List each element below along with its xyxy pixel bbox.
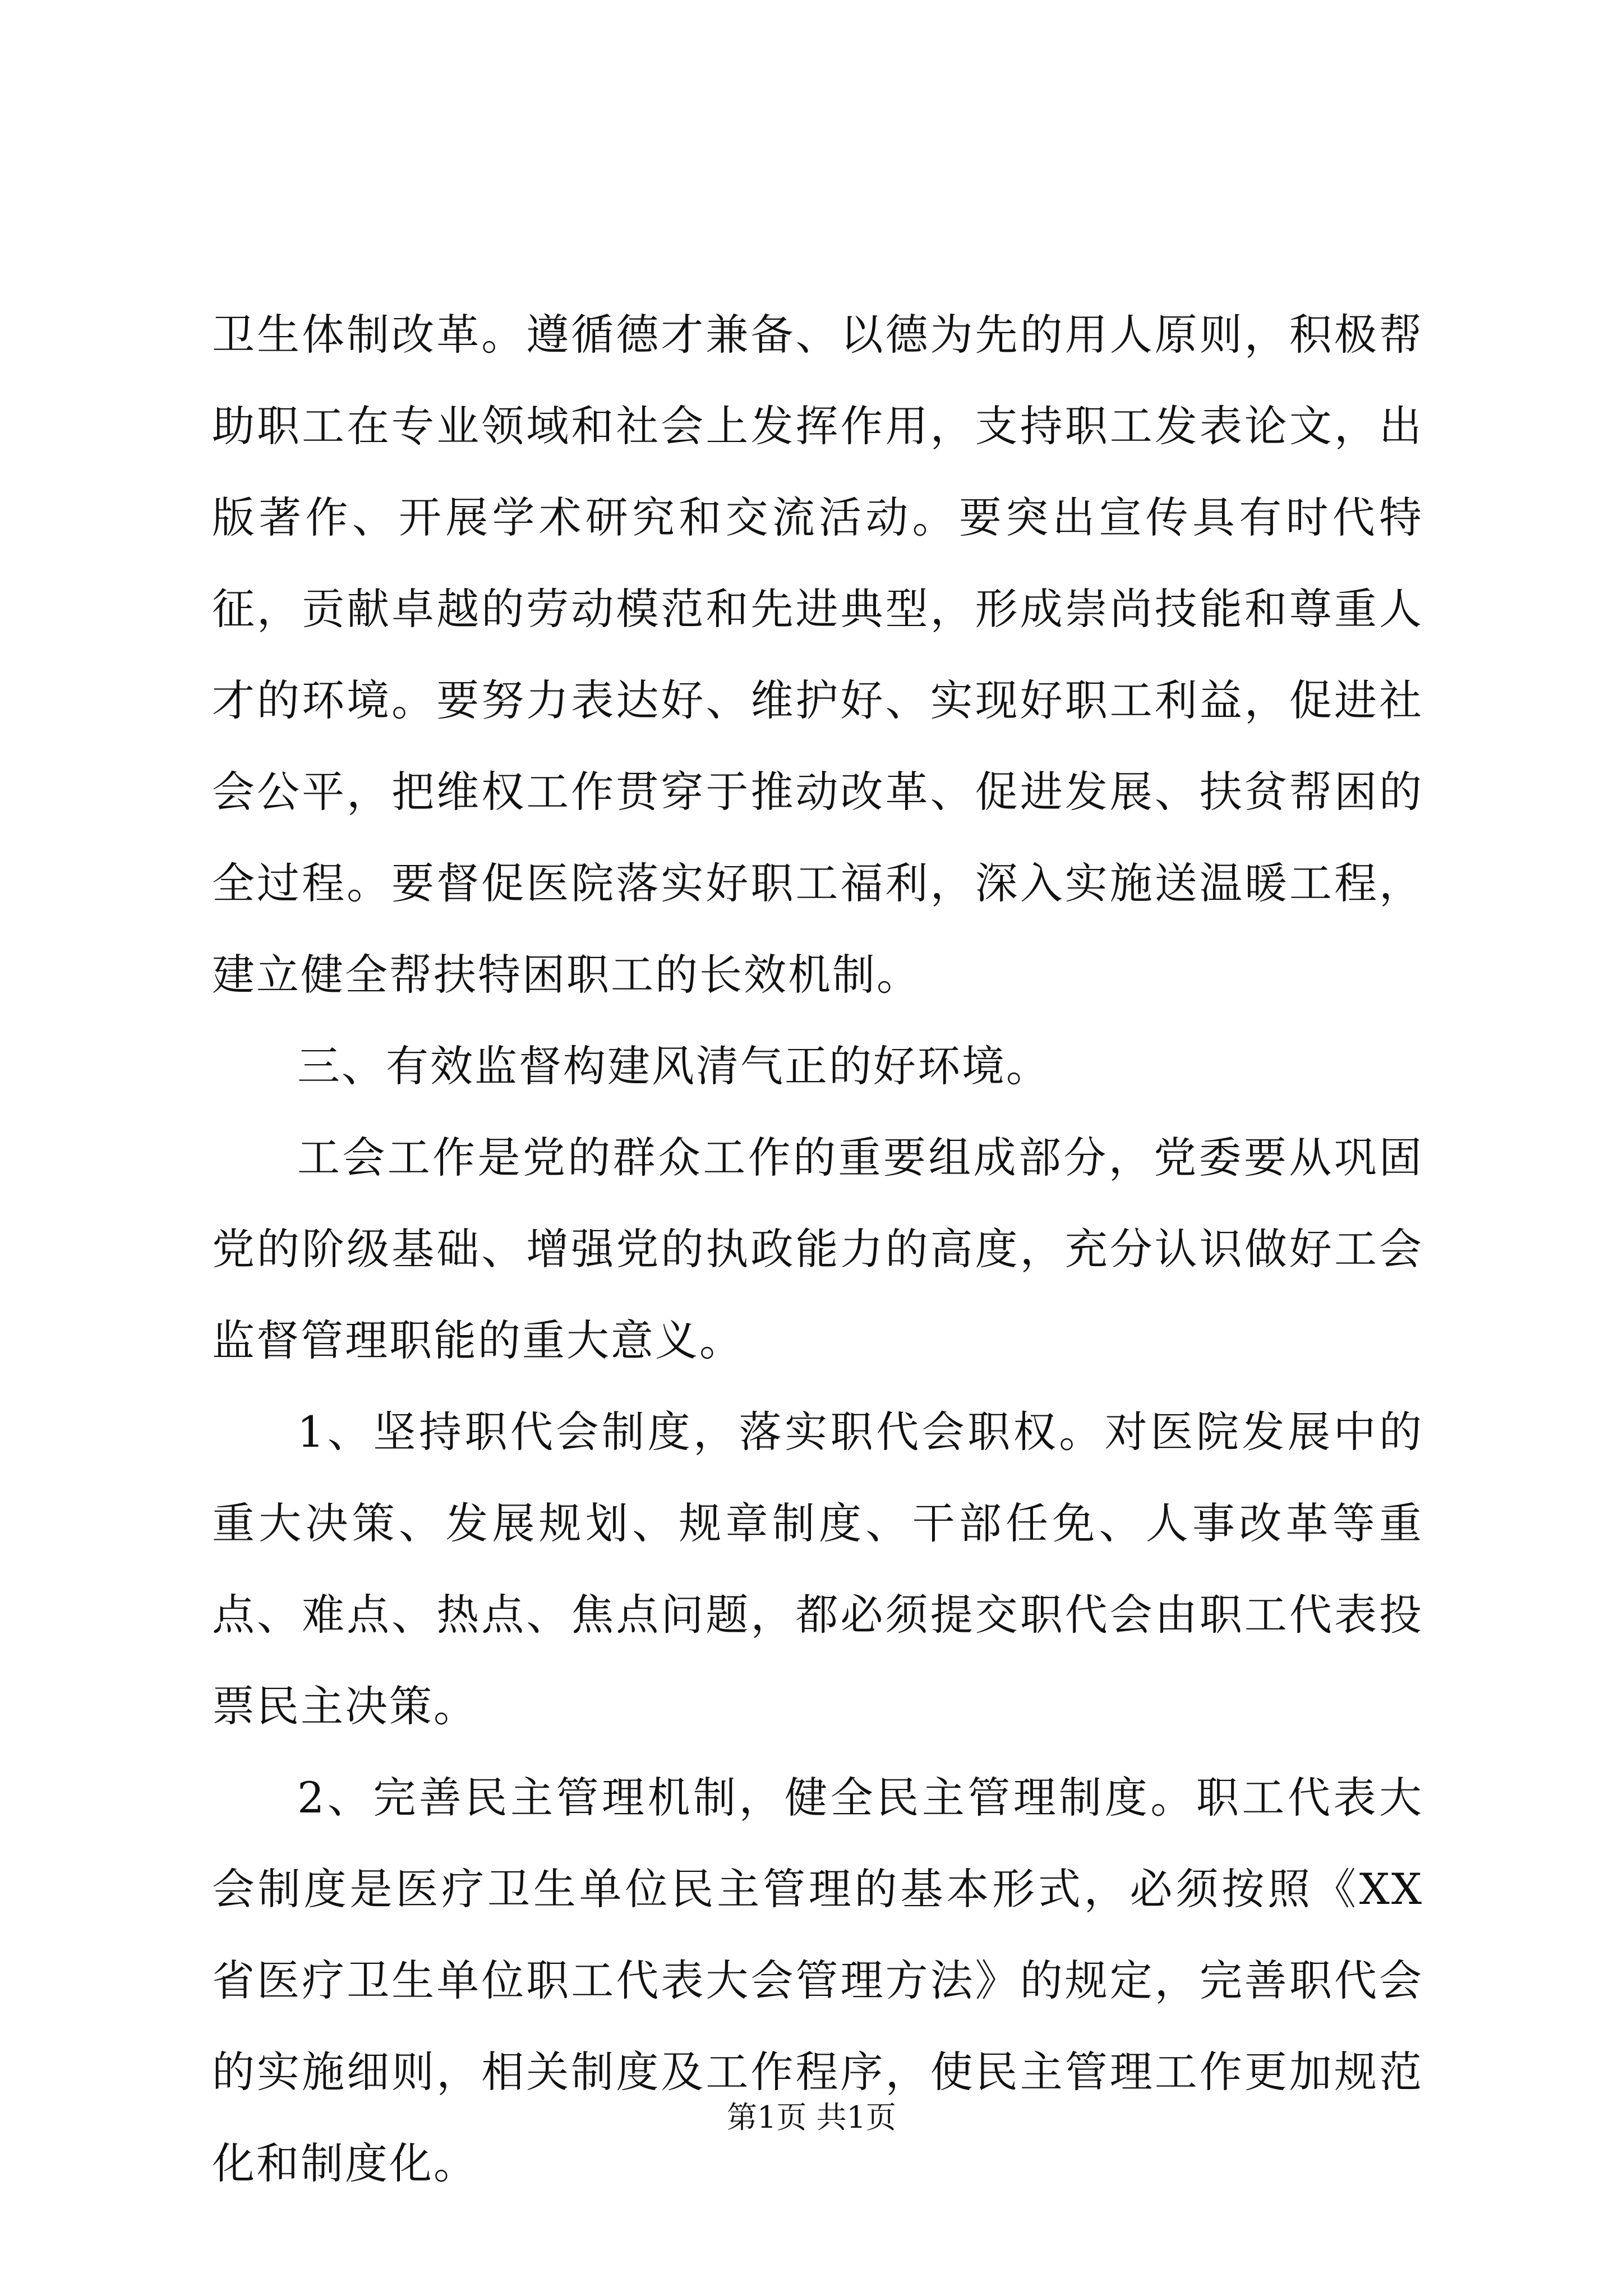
document-body bbox=[212, 289, 1423, 2209]
paragraph-item-2: 2、完善民主管理机制，健全民主管理制度。职工代表大会制度是医疗卫生单位民主管理的基本形式，必须按照《XX省医疗卫生单位职工代表大会管理方法》的规定，完善职代会的实施细则，相关制度及工作程序，使民主管理工作更加规范化和制度化。 bbox=[212, 1773, 1423, 2188]
paragraph-item-1: 1、坚持职代会制度，落实职代会职权。对医院发展中的重大决策、发展规划、规章制度、干部任免、人事改革等重点、难点、热点、焦点问题，都必须提交职代会由职工代表投票民主决策。 bbox=[212, 1407, 1423, 1731]
paragraph-continuation: 卫生体制改革。遵循德才兼备、以德为先的用人原则，积极帮助职工在专业领域和社会上发挥作用，支持职工发表论文，出版著作、开展学术研究和交流活动。要突出宣传具有时代特征，贡献卓越的劳动模范和先进典型，形成崇尚技能和尊重人才的环境。要努力表达好、维护好、实现好职工利益，促进社会公平，把维权工作贯穿于推动改革、促进发展、扶贫帮困的全过程。要督促医院落实好职工福利，深入实施送温暖工程，建立健全帮扶特困职工的长效机制。 bbox=[212, 310, 1423, 1000]
section-heading-three: 三、有效监督构建风清气正的好环境。 bbox=[297, 1041, 1050, 1091]
page-footer: 第1页 共1页 bbox=[727, 2100, 896, 2135]
paragraph-union-work: 工会工作是党的群众工作的重要组成部分，党委要从巩固党的阶级基础、增强党的执政能力的高度，充分认识做好工会监督管理职能的重大意义。 bbox=[212, 1133, 1423, 1365]
